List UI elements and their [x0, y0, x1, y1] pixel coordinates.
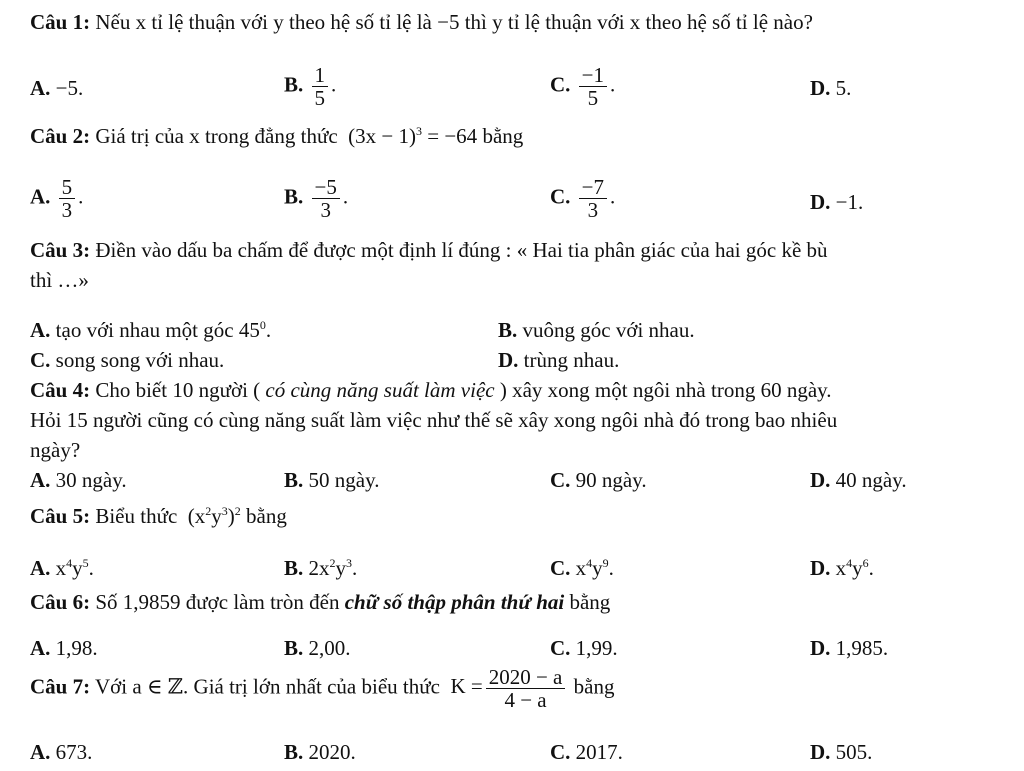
- q4-option-a[interactable]: A. 30 ngày.: [30, 468, 127, 492]
- q5-option-b[interactable]: B. $2x^2y^3$.: [284, 556, 358, 580]
- q2-option-b-fraction: $\frac{-5}{3}$: [312, 176, 340, 221]
- q5-label: Câu 5:: [30, 504, 91, 528]
- q7-option-c[interactable]: C. 2017.: [550, 740, 623, 764]
- q1-option-c[interactable]: C. $\frac{-1}{5}$ .: [550, 63, 616, 111]
- q4-stem-line-1: Câu 4: Cho biết 10 người ( có cùng năng suất làm việc ) xây xong một ngôi nhà trong 60 ngày.: [30, 378, 832, 402]
- q7-label: Câu 7:: [30, 674, 91, 699]
- q2-option-a[interactable]: A. $\frac{5}{3}$ .: [30, 175, 84, 223]
- q4-stem-line-3: ngày?: [30, 438, 81, 462]
- q3-option-a[interactable]: A. tạo với nhau một góc $45^0$.: [30, 318, 272, 342]
- q5-option-d[interactable]: D. $x^4y^6$.: [810, 556, 874, 580]
- q2-option-b[interactable]: B. $\frac{-5}{3}$ .: [284, 175, 349, 223]
- q3-text-1: Điền vào dấu ba chấm để được một định lí đúng : « Hai tia phân giác của hai góc kề bù: [95, 238, 828, 262]
- q3-text-2: thì …»: [30, 268, 89, 292]
- q7-option-a[interactable]: A. 673.: [30, 740, 93, 764]
- q2-expression: $(3x - 1)^3 = -64$: [348, 124, 478, 148]
- q7-condition: a ∈ ℤ: [132, 674, 184, 699]
- q4-label: Câu 4:: [30, 378, 91, 402]
- q2-option-d[interactable]: D. −1.: [810, 190, 864, 214]
- q4-option-b[interactable]: B. 50 ngày.: [284, 468, 380, 492]
- q6-option-b[interactable]: B. 2,00.: [284, 636, 351, 660]
- q1-option-a[interactable]: A. −5.: [30, 76, 84, 100]
- q2-text: Giá trị của x trong đẳng thức: [95, 124, 338, 148]
- q4-stem-line-2: Hỏi 15 người cũng có cùng năng suất làm việc như thế sẽ xây xong ngôi nhà đó trong bao nhiêu: [30, 408, 838, 432]
- q5-option-c[interactable]: C. $x^4y^9$.: [550, 556, 614, 580]
- q7-expression: K = $\frac{2020 - a}{4 - a}$: [450, 674, 568, 698]
- q5-expression: $(x^2y^3)^2$: [187, 504, 241, 528]
- q7-option-b[interactable]: B. 2020.: [284, 740, 356, 764]
- q6-label: Câu 6:: [30, 590, 91, 614]
- q5-option-a[interactable]: A. $x^4y^5$.: [30, 556, 94, 580]
- q3-stem-line-1: [30, 238, 828, 263]
- q4-option-d[interactable]: D. 40 ngày.: [810, 468, 907, 492]
- q3-option-b[interactable]: B. vuông góc với nhau.: [498, 318, 695, 342]
- q4-option-c[interactable]: C. 90 ngày.: [550, 468, 647, 492]
- q3-degree: $45^0$: [238, 318, 266, 342]
- q2-stem: [30, 124, 523, 149]
- q1-option-b-fraction: $\frac{1}{5}$: [312, 64, 329, 109]
- q2-option-a-fraction: $\frac{5}{3}$: [59, 176, 76, 221]
- q6-stem: Câu 6: Số 1,9859 được làm tròn đến chữ số thập phân thứ hai bằng: [30, 590, 611, 614]
- q5-stem: Câu 5: Biểu thức $(x^2y^3)^2$ bằng: [30, 504, 287, 528]
- q2-option-c-fraction: $\frac{-7}{3}$: [579, 176, 607, 221]
- q1-label: Câu 1:: [30, 10, 91, 34]
- q2-option-c[interactable]: C. $\frac{-7}{3}$ .: [550, 175, 616, 223]
- q7-option-d[interactable]: D. 505.: [810, 740, 873, 764]
- q6-option-d[interactable]: D. 1,985.: [810, 636, 889, 660]
- q6-option-a[interactable]: A. 1,98.: [30, 636, 98, 660]
- q1-option-c-fraction: $\frac{-1}{5}$: [579, 64, 607, 109]
- q3-option-d[interactable]: D. trùng nhau.: [498, 348, 620, 372]
- q1-option-d[interactable]: D. 5.: [810, 76, 852, 100]
- q3-stem-line-2: [30, 268, 89, 293]
- q1-stem: [30, 10, 813, 35]
- q3-label: Câu 3:: [30, 238, 91, 262]
- q2-tail: bằng: [482, 124, 524, 148]
- q7-stem: Câu 7: Với a ∈ ℤ. Giá trị lớn nhất của biểu thức K = $\frac{2020 - a}{4 - a}$ bằng: [30, 665, 615, 713]
- q6-option-c[interactable]: C. 1,99.: [550, 636, 618, 660]
- q1-text: Nếu x tỉ lệ thuận với y theo hệ số tỉ lệ là −5 thì y tỉ lệ thuận với x theo hệ số tỉ lệ nào?: [95, 10, 813, 34]
- q2-label: Câu 2:: [30, 124, 91, 148]
- q1-option-b[interactable]: B. $\frac{1}{5}$ .: [284, 63, 337, 111]
- q3-option-c[interactable]: C. song song với nhau.: [30, 348, 225, 372]
